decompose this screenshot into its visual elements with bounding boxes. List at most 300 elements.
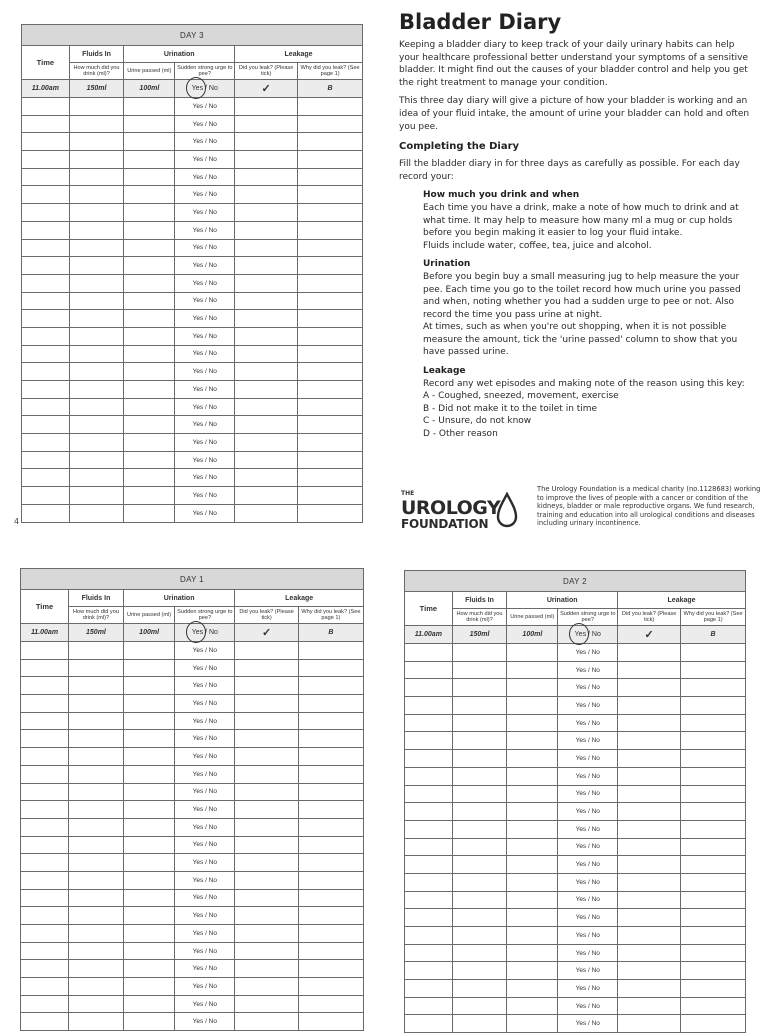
drink-cell[interactable] xyxy=(69,695,124,713)
drink-cell[interactable] xyxy=(452,891,507,909)
time-cell[interactable] xyxy=(22,381,70,399)
time-cell[interactable] xyxy=(22,451,70,469)
leak-tick-cell[interactable] xyxy=(618,856,681,874)
leak-tick-cell[interactable] xyxy=(235,398,298,416)
urine-cell[interactable] xyxy=(124,274,175,292)
reason-cell[interactable] xyxy=(681,714,746,732)
reason-cell[interactable] xyxy=(298,871,363,889)
time-cell[interactable] xyxy=(21,889,69,907)
reason-cell[interactable] xyxy=(298,239,363,257)
time-cell[interactable] xyxy=(22,469,70,487)
urge-cell[interactable]: Yes / No xyxy=(175,204,235,222)
urge-cell[interactable]: Yes / No xyxy=(558,997,618,1015)
time-cell[interactable] xyxy=(22,98,70,116)
urine-cell[interactable] xyxy=(123,659,174,677)
leak-tick-cell[interactable] xyxy=(618,714,681,732)
time-cell[interactable] xyxy=(21,978,69,996)
drink-cell[interactable] xyxy=(69,677,124,695)
drink-cell[interactable] xyxy=(452,714,507,732)
urine-cell[interactable] xyxy=(124,398,175,416)
leak-tick-cell[interactable] xyxy=(618,767,681,785)
urge-cell[interactable]: Yes / No xyxy=(558,944,618,962)
drink-cell[interactable] xyxy=(452,803,507,821)
leak-tick-cell[interactable] xyxy=(235,783,298,801)
time-cell[interactable] xyxy=(22,292,70,310)
urge-cell[interactable]: Yes / No xyxy=(558,891,618,909)
urge-cell[interactable]: Yes / No xyxy=(175,907,235,925)
time-cell[interactable] xyxy=(22,327,70,345)
urge-cell[interactable]: Yes / No xyxy=(175,695,235,713)
urine-cell[interactable] xyxy=(507,644,558,662)
reason-cell[interactable] xyxy=(298,398,363,416)
reason-cell[interactable] xyxy=(298,98,363,116)
urge-cell[interactable]: Yes / No xyxy=(558,661,618,679)
urine-cell[interactable] xyxy=(124,98,175,116)
leak-tick-cell[interactable] xyxy=(235,907,298,925)
urine-cell[interactable] xyxy=(507,980,558,998)
leak-tick-cell[interactable] xyxy=(235,239,298,257)
time-cell[interactable] xyxy=(405,997,453,1015)
time-cell[interactable] xyxy=(21,730,69,748)
leak-tick-cell[interactable] xyxy=(235,451,298,469)
urine-cell[interactable] xyxy=(507,962,558,980)
reason-cell[interactable] xyxy=(298,642,363,660)
urine-cell[interactable] xyxy=(123,1013,174,1031)
urge-cell[interactable]: Yes / No xyxy=(558,980,618,998)
urge-cell[interactable]: Yes / No xyxy=(175,1013,235,1031)
leak-tick-cell[interactable] xyxy=(235,712,298,730)
reason-cell[interactable] xyxy=(298,836,363,854)
leak-tick-cell[interactable] xyxy=(235,469,298,487)
urine-cell[interactable] xyxy=(124,168,175,186)
time-cell[interactable] xyxy=(22,115,70,133)
drink-cell[interactable] xyxy=(69,642,124,660)
drink-cell[interactable] xyxy=(69,960,124,978)
reason-cell[interactable] xyxy=(681,803,746,821)
urine-cell[interactable] xyxy=(507,838,558,856)
reason-cell[interactable] xyxy=(298,186,363,204)
urge-cell[interactable]: Yes / No xyxy=(175,239,235,257)
reason-cell[interactable] xyxy=(681,750,746,768)
reason-cell[interactable] xyxy=(298,712,363,730)
time-cell[interactable] xyxy=(405,891,453,909)
reason-cell[interactable] xyxy=(681,962,746,980)
reason-cell[interactable] xyxy=(681,891,746,909)
urge-cell[interactable]: Yes / No xyxy=(175,836,235,854)
reason-cell[interactable] xyxy=(681,644,746,662)
urge-cell[interactable]: Yes / No xyxy=(558,927,618,945)
leak-tick-cell[interactable] xyxy=(235,168,298,186)
urine-cell[interactable] xyxy=(123,889,174,907)
drink-cell[interactable] xyxy=(69,801,124,819)
urine-cell[interactable] xyxy=(124,416,175,434)
reason-cell[interactable] xyxy=(298,115,363,133)
time-cell[interactable] xyxy=(21,765,69,783)
time-cell[interactable] xyxy=(21,995,69,1013)
drink-cell[interactable] xyxy=(69,274,124,292)
drink-cell[interactable] xyxy=(69,204,124,222)
drink-cell[interactable] xyxy=(452,679,507,697)
time-cell[interactable] xyxy=(405,732,453,750)
drink-cell[interactable] xyxy=(69,818,124,836)
leak-tick-cell[interactable] xyxy=(235,381,298,399)
urine-cell[interactable] xyxy=(507,856,558,874)
drink-cell[interactable] xyxy=(69,907,124,925)
time-cell[interactable] xyxy=(22,363,70,381)
reason-cell[interactable] xyxy=(298,504,363,522)
urge-cell[interactable]: Yes / No xyxy=(175,98,235,116)
leak-tick-cell[interactable] xyxy=(235,642,298,660)
drink-cell[interactable] xyxy=(452,820,507,838)
urge-cell[interactable]: Yes / No xyxy=(175,677,235,695)
urine-cell[interactable] xyxy=(124,363,175,381)
urge-cell[interactable]: Yes / No xyxy=(175,925,235,943)
leak-tick-cell[interactable] xyxy=(235,730,298,748)
urine-cell[interactable] xyxy=(507,661,558,679)
leak-tick-cell[interactable] xyxy=(235,748,298,766)
urine-cell[interactable] xyxy=(507,714,558,732)
urge-cell[interactable]: Yes / No xyxy=(175,487,235,505)
drink-cell[interactable] xyxy=(69,451,124,469)
reason-cell[interactable] xyxy=(681,873,746,891)
time-cell[interactable] xyxy=(21,942,69,960)
drink-cell[interactable] xyxy=(452,997,507,1015)
drink-cell[interactable] xyxy=(452,838,507,856)
time-cell[interactable] xyxy=(405,714,453,732)
urine-cell[interactable] xyxy=(507,767,558,785)
reason-cell[interactable] xyxy=(298,416,363,434)
drink-cell[interactable] xyxy=(69,889,124,907)
leak-tick-cell[interactable] xyxy=(235,327,298,345)
drink-cell[interactable] xyxy=(69,168,124,186)
drink-cell[interactable] xyxy=(69,292,124,310)
urine-cell[interactable] xyxy=(123,960,174,978)
drink-cell[interactable] xyxy=(69,765,124,783)
leak-tick-cell[interactable] xyxy=(618,838,681,856)
drink-cell[interactable] xyxy=(69,363,124,381)
urine-cell[interactable] xyxy=(123,871,174,889)
leak-tick-cell[interactable] xyxy=(235,925,298,943)
urine-cell[interactable] xyxy=(124,186,175,204)
time-cell[interactable] xyxy=(405,679,453,697)
leak-tick-cell[interactable] xyxy=(618,909,681,927)
urge-cell[interactable]: Yes / No xyxy=(175,221,235,239)
drink-cell[interactable] xyxy=(69,925,124,943)
urge-cell[interactable]: Yes / No xyxy=(558,732,618,750)
reason-cell[interactable] xyxy=(298,221,363,239)
urge-cell[interactable]: Yes / No xyxy=(558,962,618,980)
leak-tick-cell[interactable] xyxy=(618,697,681,715)
urine-cell[interactable] xyxy=(123,765,174,783)
urine-cell[interactable] xyxy=(123,854,174,872)
leak-tick-cell[interactable] xyxy=(235,416,298,434)
drink-cell[interactable] xyxy=(69,186,124,204)
reason-cell[interactable] xyxy=(298,978,363,996)
reason-cell[interactable] xyxy=(298,381,363,399)
urine-cell[interactable] xyxy=(123,730,174,748)
leak-tick-cell[interactable] xyxy=(235,677,298,695)
leak-tick-cell[interactable] xyxy=(235,487,298,505)
urge-cell[interactable]: Yes / No xyxy=(175,115,235,133)
urge-cell[interactable]: Yes / No xyxy=(558,767,618,785)
urine-cell[interactable] xyxy=(507,873,558,891)
time-cell[interactable] xyxy=(21,1013,69,1031)
urine-cell[interactable] xyxy=(123,995,174,1013)
time-cell[interactable] xyxy=(21,801,69,819)
urine-cell[interactable] xyxy=(123,942,174,960)
urge-cell[interactable]: Yes / No xyxy=(175,151,235,169)
urge-cell[interactable]: Yes / No xyxy=(558,909,618,927)
drink-cell[interactable] xyxy=(69,978,124,996)
leak-tick-cell[interactable] xyxy=(235,257,298,275)
urine-cell[interactable] xyxy=(124,487,175,505)
reason-cell[interactable] xyxy=(298,765,363,783)
drink-cell[interactable] xyxy=(69,257,124,275)
urge-cell[interactable]: Yes / No xyxy=(175,801,235,819)
time-cell[interactable] xyxy=(22,274,70,292)
drink-cell[interactable] xyxy=(452,644,507,662)
reason-cell[interactable] xyxy=(681,767,746,785)
leak-tick-cell[interactable] xyxy=(618,944,681,962)
leak-tick-cell[interactable] xyxy=(235,801,298,819)
time-cell[interactable] xyxy=(21,960,69,978)
urine-cell[interactable] xyxy=(507,927,558,945)
urge-cell[interactable]: Yes / No xyxy=(175,765,235,783)
urge-cell[interactable]: Yes / No xyxy=(175,363,235,381)
urge-cell[interactable]: Yes / No xyxy=(175,416,235,434)
urge-cell[interactable]: Yes / No xyxy=(175,504,235,522)
reason-cell[interactable] xyxy=(298,451,363,469)
drink-cell[interactable] xyxy=(69,434,124,452)
time-cell[interactable] xyxy=(21,783,69,801)
time-cell[interactable] xyxy=(22,168,70,186)
urine-cell[interactable] xyxy=(123,801,174,819)
leak-tick-cell[interactable] xyxy=(618,927,681,945)
urge-cell[interactable]: Yes / No xyxy=(558,820,618,838)
time-cell[interactable] xyxy=(405,820,453,838)
urine-cell[interactable] xyxy=(123,712,174,730)
urge-cell[interactable]: Yes / No xyxy=(558,856,618,874)
urine-cell[interactable] xyxy=(507,997,558,1015)
time-cell[interactable] xyxy=(405,944,453,962)
reason-cell[interactable] xyxy=(298,659,363,677)
leak-tick-cell[interactable] xyxy=(235,695,298,713)
time-cell[interactable] xyxy=(22,204,70,222)
urine-cell[interactable] xyxy=(124,221,175,239)
leak-tick-cell[interactable] xyxy=(235,854,298,872)
leak-tick-cell[interactable] xyxy=(235,889,298,907)
leak-tick-cell[interactable] xyxy=(618,980,681,998)
time-cell[interactable] xyxy=(405,767,453,785)
time-cell[interactable] xyxy=(22,151,70,169)
reason-cell[interactable] xyxy=(298,960,363,978)
time-cell[interactable] xyxy=(21,659,69,677)
time-cell[interactable] xyxy=(21,925,69,943)
urge-cell[interactable]: Yes / No xyxy=(175,186,235,204)
time-cell[interactable] xyxy=(22,434,70,452)
urge-cell[interactable]: Yes / No xyxy=(558,838,618,856)
leak-tick-cell[interactable] xyxy=(235,345,298,363)
leak-tick-cell[interactable] xyxy=(618,644,681,662)
leak-tick-cell[interactable] xyxy=(235,942,298,960)
urge-cell[interactable]: Yes / No xyxy=(175,854,235,872)
urine-cell[interactable] xyxy=(507,820,558,838)
urine-cell[interactable] xyxy=(123,925,174,943)
drink-cell[interactable] xyxy=(69,783,124,801)
drink-cell[interactable] xyxy=(69,115,124,133)
time-cell[interactable] xyxy=(405,661,453,679)
leak-tick-cell[interactable] xyxy=(618,820,681,838)
drink-cell[interactable] xyxy=(452,661,507,679)
reason-cell[interactable] xyxy=(298,363,363,381)
time-cell[interactable] xyxy=(22,345,70,363)
urge-cell[interactable]: Yes / No xyxy=(175,642,235,660)
time-cell[interactable] xyxy=(405,856,453,874)
reason-cell[interactable] xyxy=(298,677,363,695)
reason-cell[interactable] xyxy=(298,487,363,505)
reason-cell[interactable] xyxy=(681,997,746,1015)
urine-cell[interactable] xyxy=(124,345,175,363)
urine-cell[interactable] xyxy=(124,239,175,257)
drink-cell[interactable] xyxy=(452,732,507,750)
urine-cell[interactable] xyxy=(507,944,558,962)
time-cell[interactable] xyxy=(21,712,69,730)
leak-tick-cell[interactable] xyxy=(235,818,298,836)
drink-cell[interactable] xyxy=(69,310,124,328)
reason-cell[interactable] xyxy=(681,820,746,838)
leak-tick-cell[interactable] xyxy=(235,871,298,889)
time-cell[interactable] xyxy=(21,907,69,925)
urge-cell[interactable]: Yes / No xyxy=(175,274,235,292)
leak-tick-cell[interactable] xyxy=(618,962,681,980)
urine-cell[interactable] xyxy=(124,133,175,151)
time-cell[interactable] xyxy=(21,642,69,660)
urine-cell[interactable] xyxy=(123,677,174,695)
urine-cell[interactable] xyxy=(123,783,174,801)
leak-tick-cell[interactable] xyxy=(618,750,681,768)
drink-cell[interactable] xyxy=(452,873,507,891)
time-cell[interactable] xyxy=(22,186,70,204)
urge-cell[interactable]: Yes / No xyxy=(175,133,235,151)
urge-cell[interactable]: Yes / No xyxy=(558,697,618,715)
time-cell[interactable] xyxy=(22,487,70,505)
urine-cell[interactable] xyxy=(123,907,174,925)
reason-cell[interactable] xyxy=(298,907,363,925)
reason-cell[interactable] xyxy=(298,133,363,151)
urine-cell[interactable] xyxy=(124,204,175,222)
drink-cell[interactable] xyxy=(69,942,124,960)
leak-tick-cell[interactable] xyxy=(235,133,298,151)
reason-cell[interactable] xyxy=(681,838,746,856)
urine-cell[interactable] xyxy=(507,785,558,803)
urge-cell[interactable]: Yes / No xyxy=(558,679,618,697)
leak-tick-cell[interactable] xyxy=(618,661,681,679)
reason-cell[interactable] xyxy=(298,925,363,943)
leak-tick-cell[interactable] xyxy=(235,221,298,239)
urine-cell[interactable] xyxy=(124,327,175,345)
urine-cell[interactable] xyxy=(123,695,174,713)
leak-tick-cell[interactable] xyxy=(235,995,298,1013)
drink-cell[interactable] xyxy=(69,871,124,889)
urge-cell[interactable]: Yes / No xyxy=(175,345,235,363)
urge-cell[interactable]: Yes / No xyxy=(175,398,235,416)
leak-tick-cell[interactable] xyxy=(235,960,298,978)
time-cell[interactable] xyxy=(21,818,69,836)
reason-cell[interactable] xyxy=(298,695,363,713)
leak-tick-cell[interactable] xyxy=(235,434,298,452)
urine-cell[interactable] xyxy=(507,891,558,909)
leak-tick-cell[interactable] xyxy=(618,803,681,821)
reason-cell[interactable] xyxy=(298,730,363,748)
leak-tick-cell[interactable] xyxy=(235,151,298,169)
leak-tick-cell[interactable] xyxy=(618,679,681,697)
urge-cell[interactable]: Yes / No xyxy=(175,730,235,748)
leak-tick-cell[interactable] xyxy=(618,873,681,891)
leak-tick-cell[interactable] xyxy=(235,978,298,996)
urge-cell[interactable]: Yes / No xyxy=(175,889,235,907)
drink-cell[interactable] xyxy=(69,659,124,677)
reason-cell[interactable] xyxy=(681,980,746,998)
drink-cell[interactable] xyxy=(69,345,124,363)
time-cell[interactable] xyxy=(405,927,453,945)
drink-cell[interactable] xyxy=(69,327,124,345)
urge-cell[interactable]: Yes / No xyxy=(558,644,618,662)
urine-cell[interactable] xyxy=(124,381,175,399)
urge-cell[interactable]: Yes / No xyxy=(175,292,235,310)
reason-cell[interactable] xyxy=(298,889,363,907)
reason-cell[interactable] xyxy=(298,345,363,363)
drink-cell[interactable] xyxy=(452,909,507,927)
leak-tick-cell[interactable] xyxy=(618,891,681,909)
time-cell[interactable] xyxy=(21,748,69,766)
urine-cell[interactable] xyxy=(507,679,558,697)
time-cell[interactable] xyxy=(22,221,70,239)
leak-tick-cell[interactable] xyxy=(235,363,298,381)
urine-cell[interactable] xyxy=(507,732,558,750)
urine-cell[interactable] xyxy=(124,292,175,310)
drink-cell[interactable] xyxy=(69,504,124,522)
reason-cell[interactable] xyxy=(298,942,363,960)
time-cell[interactable] xyxy=(405,750,453,768)
reason-cell[interactable] xyxy=(681,661,746,679)
time-cell[interactable] xyxy=(22,310,70,328)
reason-cell[interactable] xyxy=(298,801,363,819)
urine-cell[interactable] xyxy=(124,151,175,169)
reason-cell[interactable] xyxy=(298,168,363,186)
leak-tick-cell[interactable] xyxy=(235,1013,298,1031)
urge-cell[interactable]: Yes / No xyxy=(558,873,618,891)
urine-cell[interactable] xyxy=(124,504,175,522)
urge-cell[interactable]: Yes / No xyxy=(175,871,235,889)
time-cell[interactable] xyxy=(22,504,70,522)
drink-cell[interactable] xyxy=(452,980,507,998)
drink-cell[interactable] xyxy=(69,748,124,766)
time-cell[interactable] xyxy=(22,257,70,275)
reason-cell[interactable] xyxy=(298,257,363,275)
time-cell[interactable] xyxy=(405,873,453,891)
reason-cell[interactable] xyxy=(298,854,363,872)
urge-cell[interactable]: Yes / No xyxy=(558,714,618,732)
urine-cell[interactable] xyxy=(123,836,174,854)
drink-cell[interactable] xyxy=(69,221,124,239)
urge-cell[interactable]: Yes / No xyxy=(175,712,235,730)
urine-cell[interactable] xyxy=(123,978,174,996)
drink-cell[interactable] xyxy=(452,697,507,715)
urge-cell[interactable]: Yes / No xyxy=(175,257,235,275)
time-cell[interactable] xyxy=(21,836,69,854)
time-cell[interactable] xyxy=(22,133,70,151)
time-cell[interactable] xyxy=(405,644,453,662)
